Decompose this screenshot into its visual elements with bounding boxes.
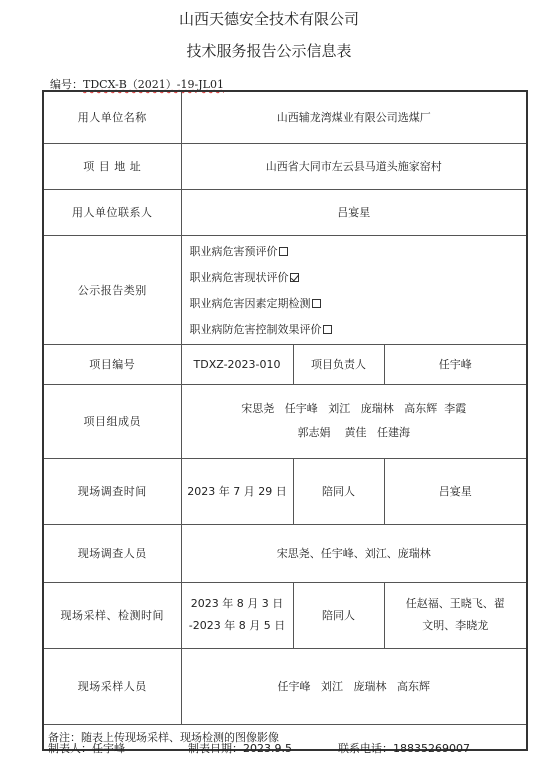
- category-option-label: 职业病危害预评价: [189, 244, 278, 258]
- checkbox-icon[interactable]: [312, 299, 321, 308]
- survey-staff-label: 现场调查人员: [43, 524, 181, 582]
- members-line: 宋思尧 任宇峰 刘江 庞瑞林 高东辉 李霞: [241, 402, 467, 415]
- sampling-escort-line: 文明、李晓龙: [422, 619, 489, 632]
- category-option-label: 职业病防危害控制效果评价: [189, 322, 322, 336]
- survey-staff-value: 宋思尧、任宇峰、刘江、庞瑞林: [181, 524, 527, 582]
- table-row: [43, 235, 527, 344]
- project-no-value: TDXZ-2023-010: [181, 344, 293, 384]
- table-row: [43, 143, 527, 189]
- checkbox-icon[interactable]: [279, 247, 288, 256]
- footer-date: 制表日期：2023.9.5: [188, 742, 292, 755]
- table-row: [43, 458, 527, 524]
- info-table: [42, 90, 528, 751]
- sampling-staff-value: 任宇峰 刘江 庞瑞林 高东辉: [181, 648, 527, 724]
- category-option: [186, 316, 523, 342]
- footer-maker: 制表人：任宇峰: [48, 742, 125, 755]
- category-option: [186, 290, 523, 316]
- checkbox-checked-icon[interactable]: [290, 273, 299, 282]
- table-row: [43, 91, 527, 143]
- members-value: [181, 384, 527, 458]
- leader-value: 任宇峰: [384, 344, 527, 384]
- category-option: [186, 238, 523, 264]
- sampling-escort-label: 陪同人: [293, 582, 384, 648]
- survey-time-label: 现场调查时间: [43, 458, 181, 524]
- footer-phone: 联系电话：18835269007: [338, 742, 470, 755]
- checkbox-icon[interactable]: [323, 325, 332, 334]
- category-options: [181, 235, 527, 344]
- category-option-label: 职业病危害因素定期检测: [189, 296, 311, 310]
- table-row: [43, 582, 527, 648]
- survey-escort-value: 吕宴星: [384, 458, 527, 524]
- survey-escort-label: 陪同人: [293, 458, 384, 524]
- survey-time-value: 2023 年 7 月 29 日: [181, 458, 293, 524]
- table-row: [43, 384, 527, 458]
- sampling-time-label: 现场采样、检测时间: [43, 582, 181, 648]
- category-option: [186, 264, 523, 290]
- contact-label: 用人单位联系人: [43, 189, 181, 235]
- company-name: 山西天德安全技术有限公司: [178, 10, 359, 28]
- code-value: TDCX-B（2021）-19-JL01: [83, 78, 224, 91]
- employer-label: 用人单位名称: [43, 91, 181, 143]
- project-no-label: 项目编号: [43, 344, 181, 384]
- members-line: 郭志娟 黄佳 任建海: [297, 426, 410, 439]
- code-label: 编号：: [50, 78, 83, 91]
- footer: [48, 740, 528, 756]
- table-row: [43, 344, 527, 384]
- sampling-escort-value: [384, 582, 527, 648]
- table-row: [43, 189, 527, 235]
- contact-value: 吕宴星: [181, 189, 527, 235]
- category-label: 公示报告类别: [43, 235, 181, 344]
- address-label: 项 目 地 址: [43, 143, 181, 189]
- sampling-time-line: 2023 年 8 月 3 日: [190, 597, 284, 610]
- employer-value: 山西辅龙湾煤业有限公司选煤厂: [181, 91, 527, 143]
- form-title: 技术服务报告公示信息表: [186, 42, 352, 60]
- leader-label: 项目负责人: [293, 344, 384, 384]
- address-value: 山西省大同市左云县马道头施家窑村: [181, 143, 527, 189]
- sampling-staff-label: 现场采样人员: [43, 648, 181, 724]
- sampling-escort-line: 任赵福、王晓飞、翟: [405, 597, 505, 610]
- note: 备注：随表上传现场采样、现场检测的图像影像: [43, 724, 527, 750]
- table-row: [43, 524, 527, 582]
- category-option-label: 职业病危害现状评价: [189, 270, 289, 284]
- members-label: 项目组成员: [43, 384, 181, 458]
- sampling-time-line: -2023 年 8 月 5 日: [188, 619, 286, 632]
- sampling-time-value: [181, 582, 293, 648]
- table-row: [43, 648, 527, 724]
